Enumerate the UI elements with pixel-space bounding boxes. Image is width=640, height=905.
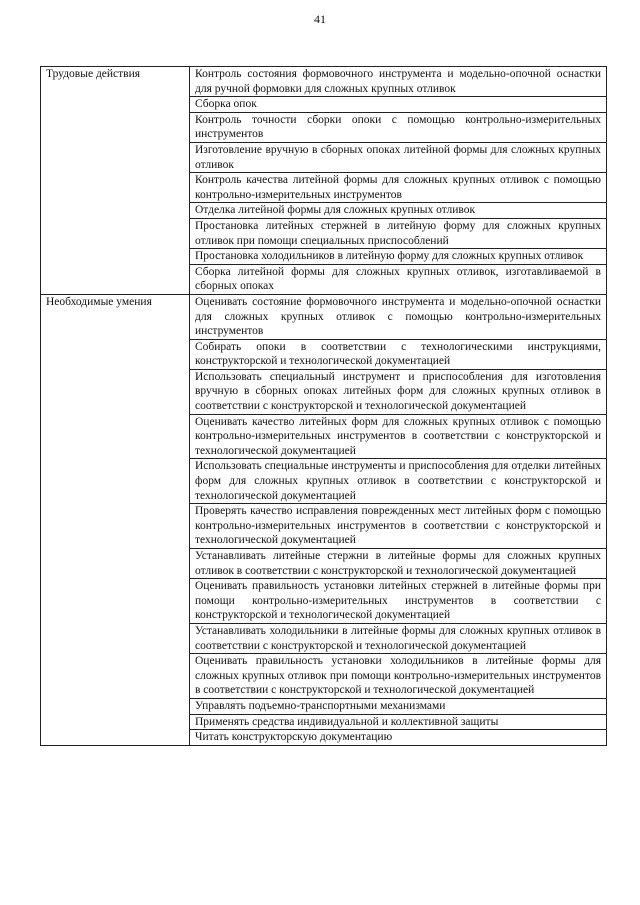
table-cell-item: Простановка литейных стержней в литейную форму для сложных крупных отливок при помощи специальных приспособлений: [190, 218, 607, 248]
section-label: Необходимые умения: [41, 294, 190, 745]
table-cell-item: Контроль точности сборки опоки с помощью контрольно-измерительных инструментов: [190, 112, 607, 142]
table-cell-item: Контроль состояния формовочного инструмента и модельно-опочной оснастки для ручной формовки для сложных крупных отливок: [190, 67, 607, 97]
table-cell-item: Управлять подъемно-транспортными механизмами: [190, 698, 607, 714]
table-cell-item: Изготовление вручную в сборных опоках литейной формы для сложных крупных отливок: [190, 142, 607, 172]
competency-table-body: [41, 67, 607, 746]
table-cell-item: Контроль качества литейной формы для сложных крупных отливок с помощью контрольно-измерительных инструментов: [190, 173, 607, 203]
table-cell-item: Проверять качество исправления поврежденных мест литейных форм с помощью контрольно-измерительных инструментов в соответствии с конструкторской и технологической документацией: [190, 504, 607, 549]
table-cell-item: Устанавливать холодильники в литейные формы для сложных крупных отливок в соответствии с конструкторской и технологической документацией: [190, 623, 607, 653]
table-cell-item: Сборка опок: [190, 97, 607, 113]
table-cell-item: Оценивать состояние формовочного инструмента и модельно-опочной оснастки для сложных крупных отливок с помощью контрольно-измерительных инструментов: [190, 294, 607, 339]
table-cell-item: Читать конструкторскую документацию: [190, 730, 607, 746]
table-cell-item: Применять средства индивидуальной и коллективной защиты: [190, 714, 607, 730]
table-row: [41, 67, 607, 97]
table-cell-item: Оценивать правильность установки холодильников в литейные формы для сложных крупных отливок при помощи контрольно-измерительных инструментов в соответствии с конструкторской и технологической документацией: [190, 654, 607, 699]
table-cell-item: Использовать специальный инструмент и приспособления для изготовления вручную в сборных опоках литейных форм для сложных крупных отливок в соответствии с конструкторской и технологической документацией: [190, 369, 607, 414]
table-cell-item: Простановка холодильников в литейную форму для сложных крупных отливок: [190, 249, 607, 265]
competency-table: [40, 66, 607, 746]
table-cell-item: Сборка литейной формы для сложных крупных отливок, изготавливаемой в сборных опоках: [190, 264, 607, 294]
table-cell-item: Использовать специальные инструменты и приспособления для отделки литейных форм для сложных крупных отливок в соответствии с конструкторской и технологической документацией: [190, 459, 607, 504]
table-cell-item: Оценивать правильность установки литейных стержней в литейные формы при помощи контрольно-измерительных инструментов в соответствии с конструкторской и технологической документацией: [190, 579, 607, 624]
table-cell-item: Отделка литейной формы для сложных крупных отливок: [190, 203, 607, 219]
section-label: Трудовые действия: [41, 67, 190, 295]
table-row: [41, 294, 607, 339]
page-number: 41: [314, 12, 326, 26]
table-cell-item: Устанавливать литейные стержни в литейные формы для сложных крупных отливок в соответствии с конструкторской и технологической документацией: [190, 549, 607, 579]
table-cell-item: Оценивать качество литейных форм для сложных крупных отливок с помощью контрольно-измерительных инструментов в соответствии с конструкторской и технологической документацией: [190, 414, 607, 459]
table-cell-item: Собирать опоки в соответствии с технологическими инструкциями, конструкторской и технологической документацией: [190, 339, 607, 369]
